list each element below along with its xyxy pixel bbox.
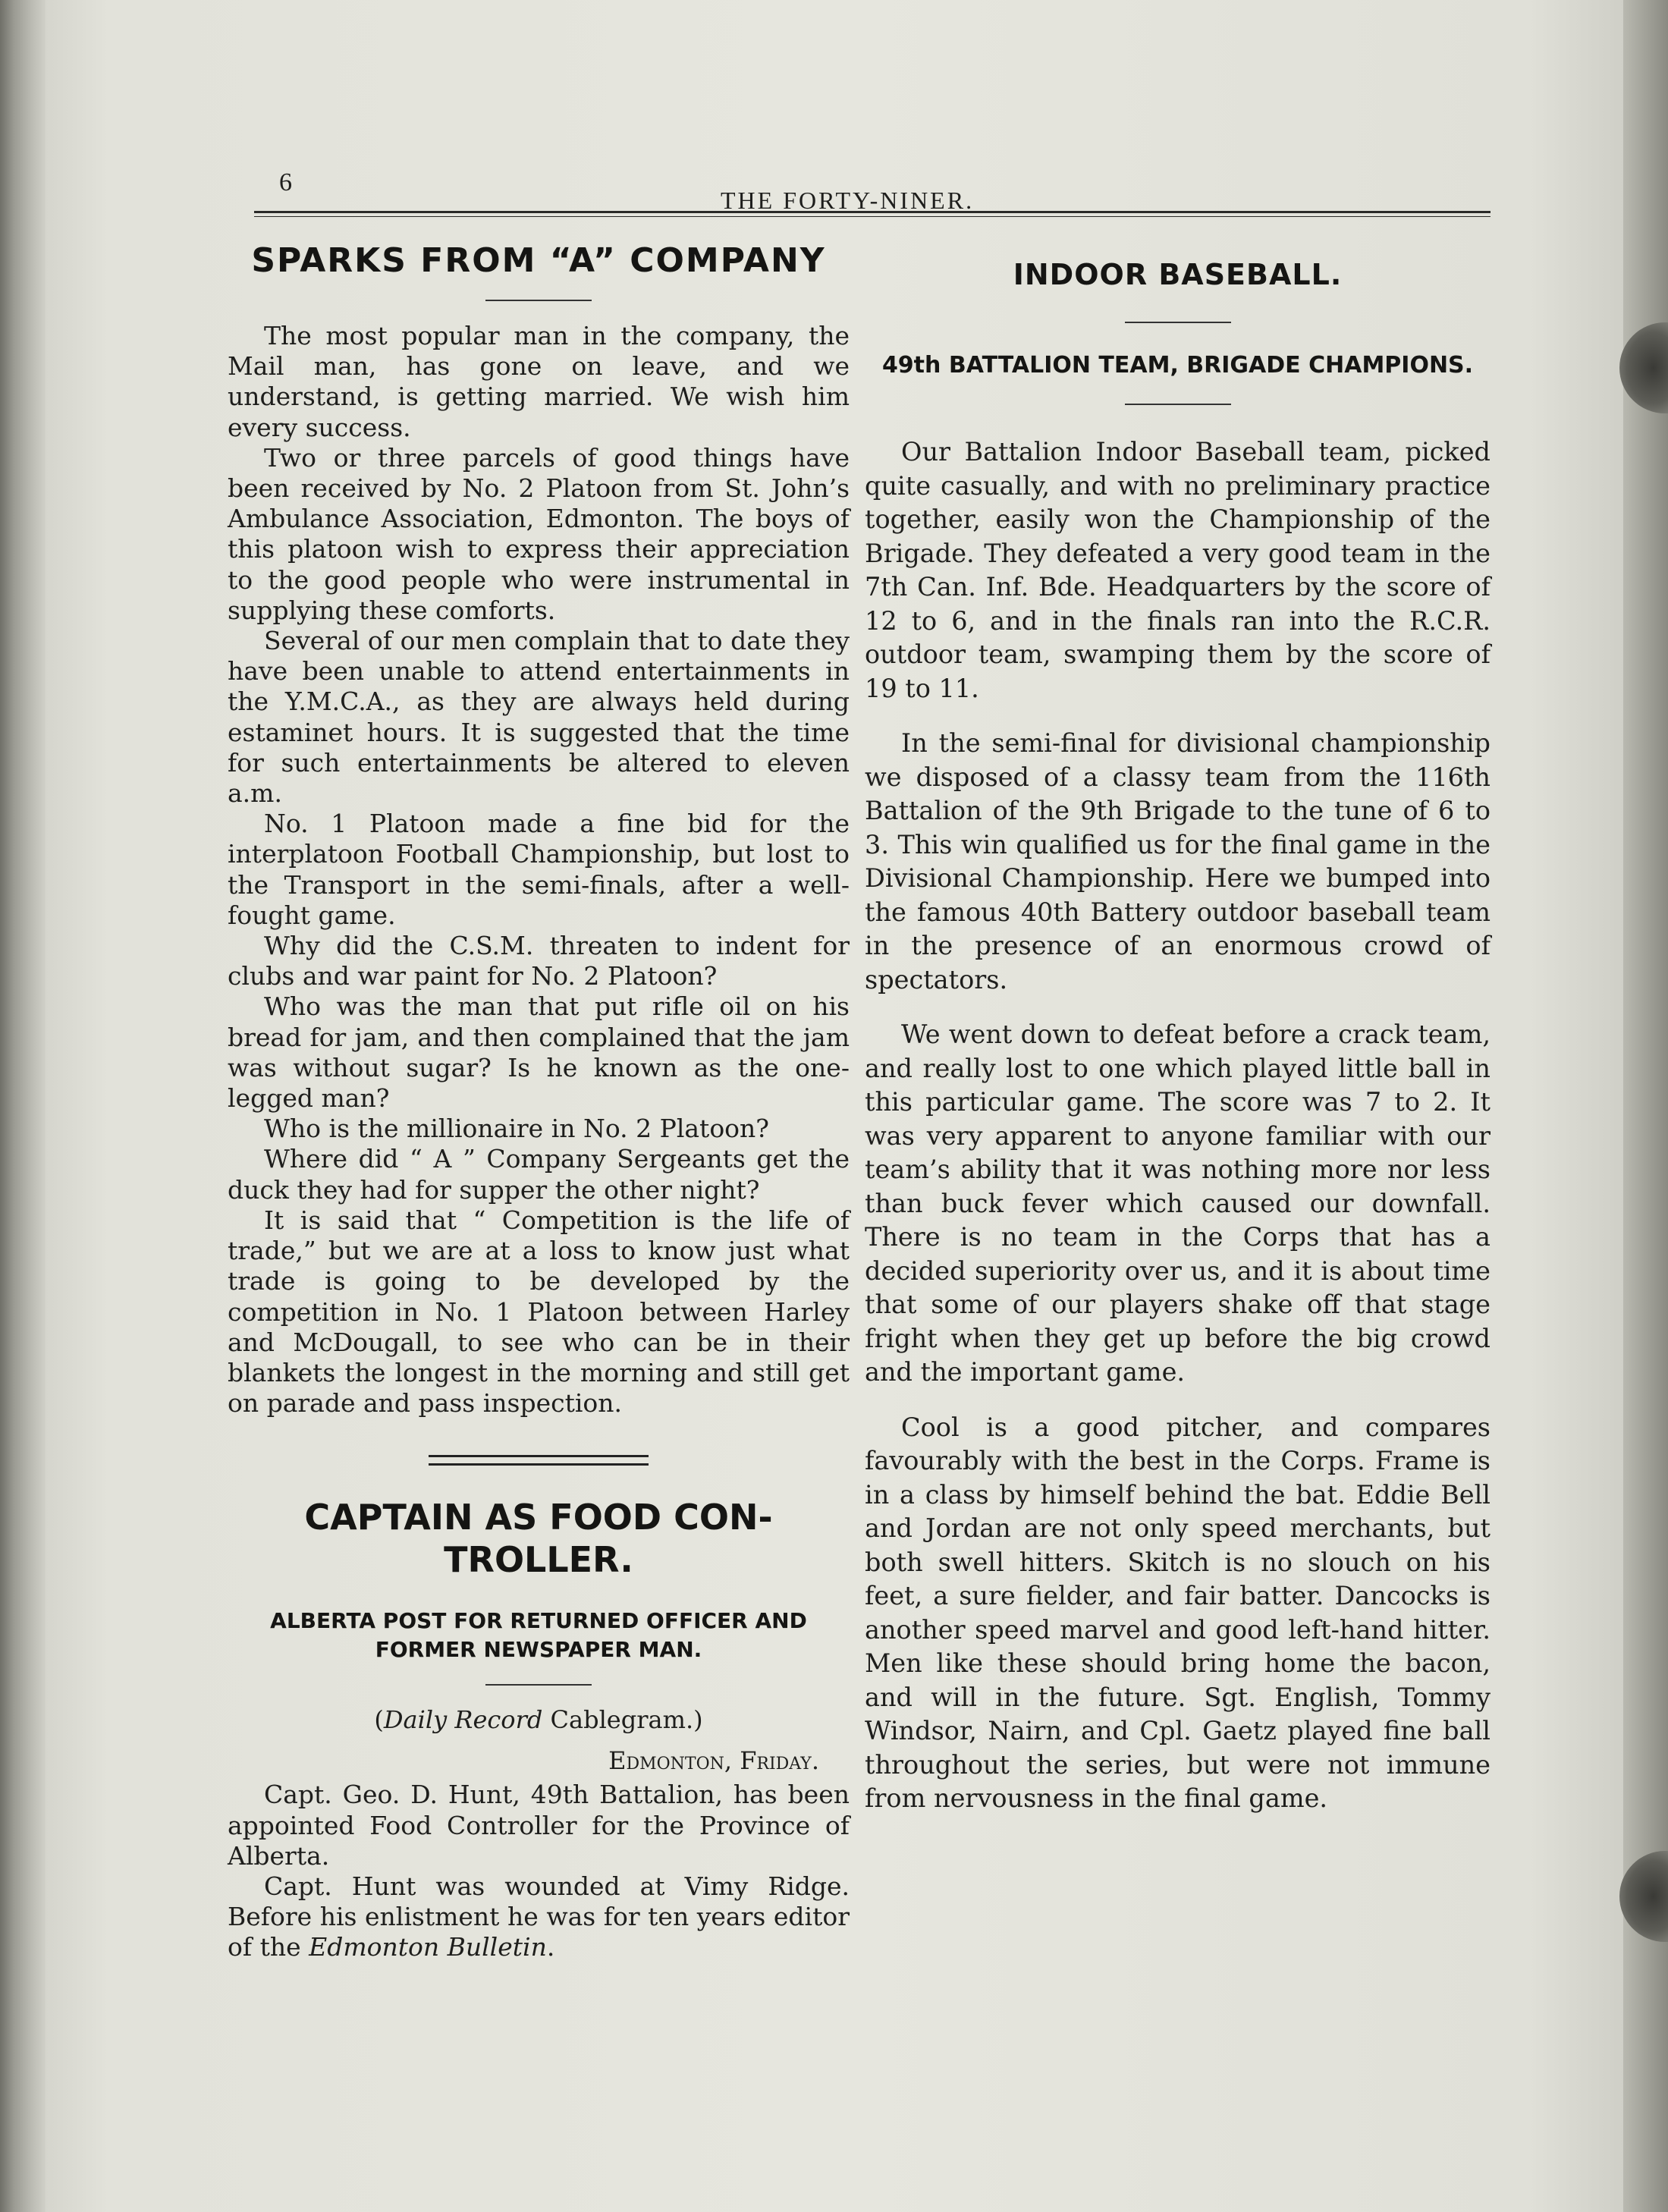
paragraph-text: Capt. Hunt was wounded at Vimy Ridge. Before his enlistment he was for ten years editor of the	[228, 1871, 850, 1962]
paragraph-end: .	[546, 1932, 555, 1962]
article-paragraph: It is said that “ Competition is the life of trade,” but we are at a loss to know just what trade is going to be developed by the competition in No. 1 Platoon between Harley and McDougall, to see who can be in their blankets the longest in the morning and still get on parade and pass inspection.	[228, 1205, 850, 1419]
newspaper-name: Edmonton Bulletin	[309, 1932, 547, 1962]
header-rule	[254, 211, 1491, 217]
article-paragraph: We went down to defeat before a crack team, and really lost to one which played little ball in this particular game. The score was 7 to 2. It was very apparent to anyone familiar with our team’s ability that it was nothing more nor less than buck fever which caused our downfall. There is no team in the Corps that has a decided superiority over us, and it is about time that some of our players shake off that stage fright when they get up before the big crowd and the important game.	[865, 1020, 1491, 1387]
page-number: 6	[279, 168, 292, 196]
article-paragraph: In the semi-final for divisional championship we disposed of a classy team from the 116th Battalion of the 9th Brigade to the tune of 6 to 3. This win qualified us for the final game in the Divisional Championship. Here we bumped into the famous 40th Battery outdoor baseball team in the presence of an enormous crowd of spectators.	[865, 728, 1491, 994]
indoor-article	[865, 435, 1491, 1816]
article-paragraph	[228, 1871, 850, 1963]
captain-subheading: ALBERTA POST FOR RETURNED OFFICER AND FORMER NEWSPAPER MAN.	[270, 1608, 807, 1663]
article-paragraph: Capt. Geo. D. Hunt, 49th Battalion, has been appointed Food Controller for the Province of Alberta.	[228, 1780, 850, 1871]
article-paragraph: Cool is a good pitcher, and compares favourably with the best in the Corps. Frame is in a class by himself behind the bat. Eddie Bell and Jordan are not only speed merchants, but both swell hitters. Skitch is no slouch on his feet, a sure fielder, and fair batter. Dancocks is another speed marvel and good left-hand hitter. Men like these should bring home the bacon, and will in the future. Sgt. English, Tommy Windsor, Nairn, and Cpl. Gaetz played fine ball throughout the series, but were not immune from nervousness in the final game.	[865, 1412, 1491, 1813]
short-divider	[485, 1684, 592, 1686]
dateline: Edmonton, Friday.	[608, 1746, 819, 1776]
sparks-article	[228, 321, 850, 1419]
article-paragraph: The most popular man in the company, the Mail man, has gone on leave, and we understand, is getting married. We wish him every success.	[228, 321, 850, 442]
indoor-heading: INDOOR BASEBALL.	[1013, 258, 1343, 291]
article-paragraph: Where did “ A ” Company Sergeants get the duck they had for supper the other night?	[228, 1144, 850, 1205]
source-line	[228, 1705, 850, 1734]
source-open: (	[374, 1705, 384, 1735]
captain-article	[228, 1780, 850, 1962]
source-rest: Cablegram.)	[542, 1705, 703, 1735]
captain-heading-line1: CAPTAIN AS FOOD CON-	[304, 1497, 773, 1538]
article-paragraph: Who is the millionaire in No. 2 Platoon?	[264, 1114, 769, 1144]
sparks-heading: SPARKS FROM “A” COMPANY	[251, 241, 826, 280]
short-divider	[1125, 322, 1231, 323]
article-paragraph: Our Battalion Indoor Baseball team, picked quite casually, and with no preliminary practice together, easily won the Championship of the Brigade. They defeated a very good team in the 7th Can. Inf. Bde. Headquarters by the score of 12 to 6, and in the finals ran into the R.C.R. outdoor team, swamping them by the score of 19 to 11.	[865, 437, 1491, 703]
source-italic: Daily Record	[383, 1705, 543, 1735]
captain-heading	[228, 1496, 850, 1581]
article-paragraph: Several of our men complain that to date they have been unable to attend entertainments in the Y.M.C.A., as they are always held during estaminet hours. It is suggested that the time for such entertainments be altered to eleven a.m.	[228, 626, 850, 809]
indoor-subheading: 49th BATTALION TEAM, BRIGADE CHAMPIONS.	[881, 352, 1474, 379]
captain-heading-line2: TROLLER.	[444, 1539, 633, 1581]
short-divider	[485, 300, 592, 301]
article-paragraph: Who was the man that put rifle oil on his bread for jam, and then complained that the jam was without sugar? Is he known as the one-legged man?	[228, 991, 850, 1114]
article-paragraph: No. 1 Platoon made a fine bid for the interplatoon Football Championship, but lost to the Transport in the semi-finals, after a well-fought game.	[228, 809, 850, 930]
short-divider	[1125, 404, 1231, 405]
running-title: THE FORTY-NINER.	[721, 187, 975, 214]
article-paragraph: Why did the C.S.M. threaten to indent for clubs and war paint for No. 2 Platoon?	[228, 931, 850, 991]
section-divider	[429, 1455, 649, 1466]
right-column	[865, 228, 1491, 2192]
left-column	[228, 228, 850, 2192]
article-paragraph: Two or three parcels of good things have been received by No. 2 Platoon from St. John’s Ambulance Association, Edmonton. The boys of this platoon wish to express their appreciation to the good people who were instrumental in supplying these comforts.	[228, 442, 850, 625]
